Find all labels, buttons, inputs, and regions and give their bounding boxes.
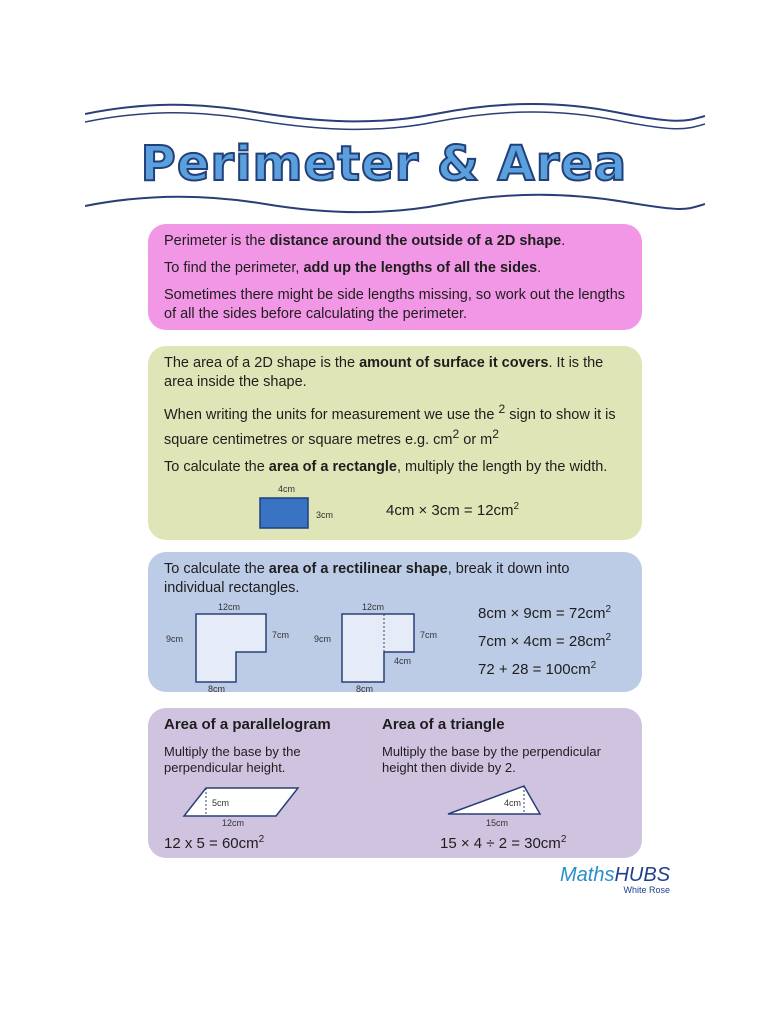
rectilinear-equation-1: $8cm \times 9cm = 72cm^2$	[478, 604, 612, 622]
perimeter-box	[148, 224, 642, 330]
rectangle-top-label: 4cm	[278, 484, 296, 494]
parallelogram-heading: Area of a parallelogram	[164, 716, 331, 733]
rectilinear-equation-3: $72 + 28 = 100cm^2$	[478, 660, 597, 678]
rectangle-side-label: 3cm	[316, 510, 334, 520]
perimeter-method: To find the perimeter, add up the lengths of all the sides.	[164, 260, 542, 276]
page-title: Perimeter & Area	[140, 136, 628, 192]
shape2-bottom-label: 8cm	[356, 684, 374, 694]
perimeter-missing-sides: Sometimes there might be side lengths missing, so work out the lengths of all the sides before calculating the perimeter.	[164, 287, 626, 322]
parallelogram-equation: 12 x $5 = 60cm^2$	[164, 834, 265, 852]
shape1-right-label: 7cm	[272, 630, 290, 640]
shape1-top-label: 12cm	[218, 602, 241, 612]
parallelogram-diagram	[180, 780, 310, 830]
triangle-equation: $15 \times 4 \div 2 = 30cm^2$	[440, 834, 567, 852]
triangle-text: Multiply the base by the perpendicular height then divide by 2.	[382, 744, 601, 775]
area-definition: The area of a 2D shape is the amount of surface it covers. It is the area inside the shape.	[164, 355, 604, 390]
triangle-base-label: 15cm	[486, 818, 509, 828]
logo-wordmark: MathsHUBS	[560, 864, 671, 886]
parallelogram-base-label: 12cm	[222, 818, 245, 828]
shape1-bottom-label: 8cm	[208, 684, 226, 694]
shape2-inner-label: 4cm	[394, 656, 412, 666]
perimeter-definition: Perimeter is the distance around the outside of a 2D shape.	[164, 233, 566, 249]
shape2-right-label: 7cm	[420, 630, 438, 640]
triangle-height-label: 4cm	[504, 798, 522, 808]
logo-subtitle: White Rose	[623, 885, 671, 895]
rectangle-diagram	[250, 482, 360, 532]
parallelogram-height-label: 5cm	[212, 798, 230, 808]
rectangle-equation: $4cm \times 3cm = 12cm^2$	[386, 501, 520, 519]
rectilinear-equation-2: $7cm \times 4cm = 28cm^2$	[478, 632, 612, 650]
parallelogram-text: Multiply the base by the perpendicular height.	[164, 744, 301, 775]
rectilinear-method: To calculate the area of a rectilinear shape, break it down into individual rectangles.	[164, 561, 570, 596]
rectilinear-shape-2	[310, 600, 460, 692]
rectangle-method: To calculate the area of a rectangle, multiply the length by the width.	[164, 458, 608, 475]
area-units: When writing the units for measurement we use the $^2$ sign to show it is square centimetres or square metres e.g. $cm^2$ or $m^2$	[164, 402, 616, 448]
shape1-left-label: 9cm	[166, 634, 184, 644]
triangle-diagram	[440, 780, 570, 830]
mathshubs-logo	[560, 864, 670, 895]
shape2-left-label: 9cm	[314, 634, 332, 644]
shape2-top-label: 12cm	[362, 602, 385, 612]
rectilinear-shape-1	[160, 600, 310, 692]
triangle-heading: Area of a triangle	[382, 716, 505, 733]
